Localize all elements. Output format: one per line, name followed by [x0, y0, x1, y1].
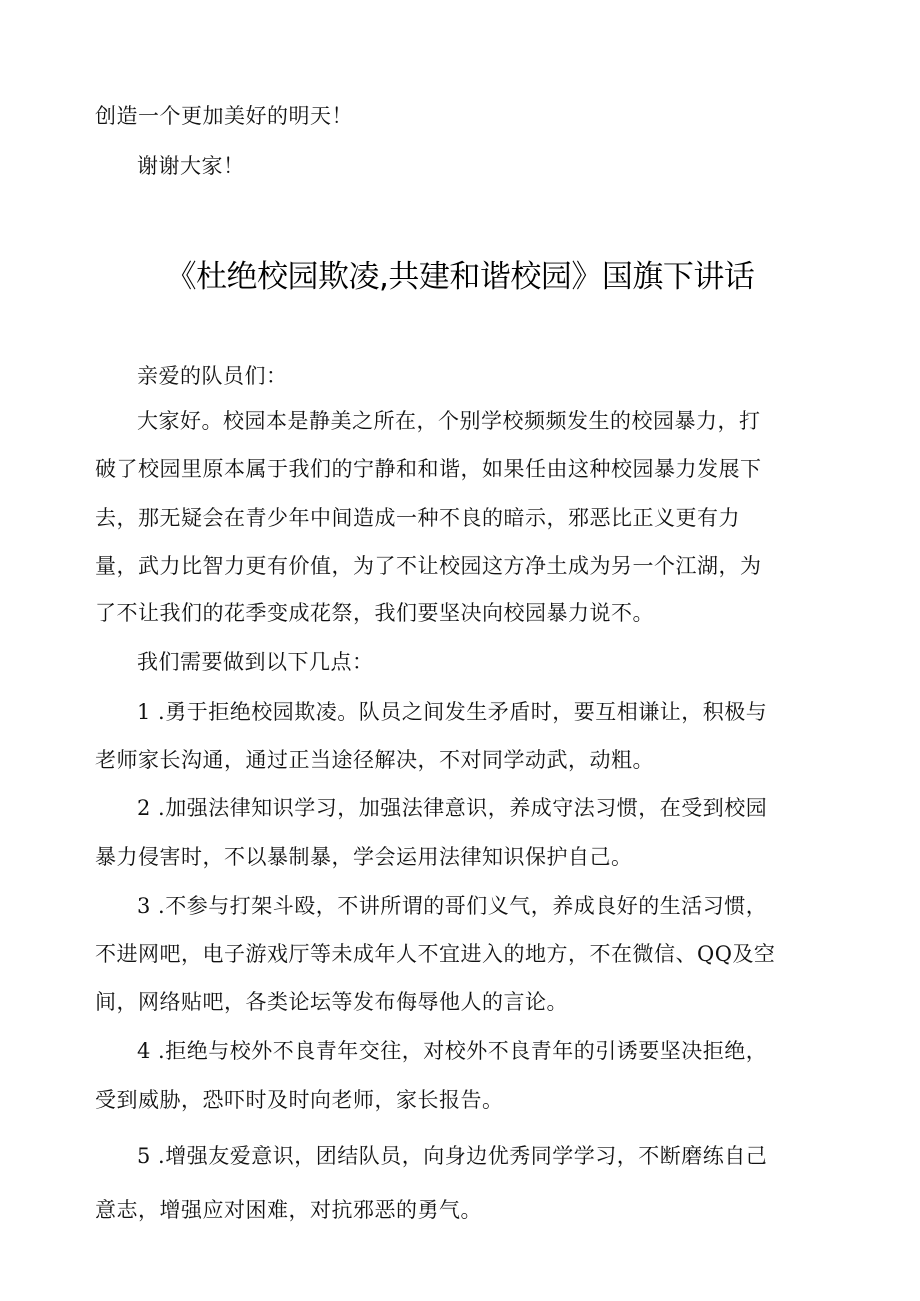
- point-4-line: 受到威胁，恐吓时及时向老师，家长报告。: [95, 1088, 504, 1112]
- intro-line: 了不让我们的花季变成花祭，我们要坚决向校园暴力说不。: [95, 601, 654, 625]
- speech-title: 《杜绝校园欺凌,共建和谐校园》国旗下讲话: [165, 259, 755, 295]
- point-2-line: 暴力侵害时，不以暴制暴，学会运用法律知识保护自己。: [95, 845, 633, 869]
- thanks-line: 谢谢大家！: [137, 154, 245, 178]
- point-1-line: 老师家长沟通，通过正当途径解决，不对同学动武，动粗。: [95, 748, 654, 772]
- point-4-line: 4 .拒绝与校外不良青年交往，对校外不良青年的引诱要坚决拒绝，: [137, 1039, 768, 1063]
- point-3-line: 不进网吧，电子游戏厅等未成年人不宜进入的地方，不在微信、QQ及空: [95, 942, 776, 966]
- point-1-line: 1 .勇于拒绝校园欺凌。队员之间发生矛盾时，要互相谦让，积极与: [137, 700, 768, 724]
- intro-line: 去，那无疑会在青少年中间造成一种不良的暗示，邪恶比正义更有力: [95, 506, 740, 530]
- point-3-line: 间，网络贴吧，各类论坛等发布侮辱他人的言论。: [95, 990, 568, 1014]
- point-5-line: 5 .增强友爱意识，团结队员，向身边优秀同学学习，不断磨练自己: [137, 1144, 768, 1168]
- closing-line: 创造一个更加美好的明天！: [95, 104, 353, 128]
- intro-line: 破了校园里原本属于我们的宁静和和谐，如果任由这种校园暴力发展下: [95, 457, 762, 481]
- greeting: 亲爱的队员们：: [137, 364, 288, 388]
- intro-line: 大家好。校园本是静美之所在，个别学校频频发生的校园暴力，打: [137, 409, 761, 433]
- point-3-line: 3 .不参与打架斗殴，不讲所谓的哥们义气，养成良好的生活习惯，: [137, 894, 768, 918]
- intro-line: 量，武力比智力更有价值，为了不让校园这方净土成为另一个江湖，为: [95, 554, 762, 578]
- points-intro: 我们需要做到以下几点：: [137, 650, 374, 674]
- point-5-line: 意志，增强应对困难，对抗邪恶的勇气。: [95, 1198, 482, 1222]
- point-2-line: 2 .加强法律知识学习，加强法律意识，养成守法习惯，在受到校园: [137, 796, 768, 820]
